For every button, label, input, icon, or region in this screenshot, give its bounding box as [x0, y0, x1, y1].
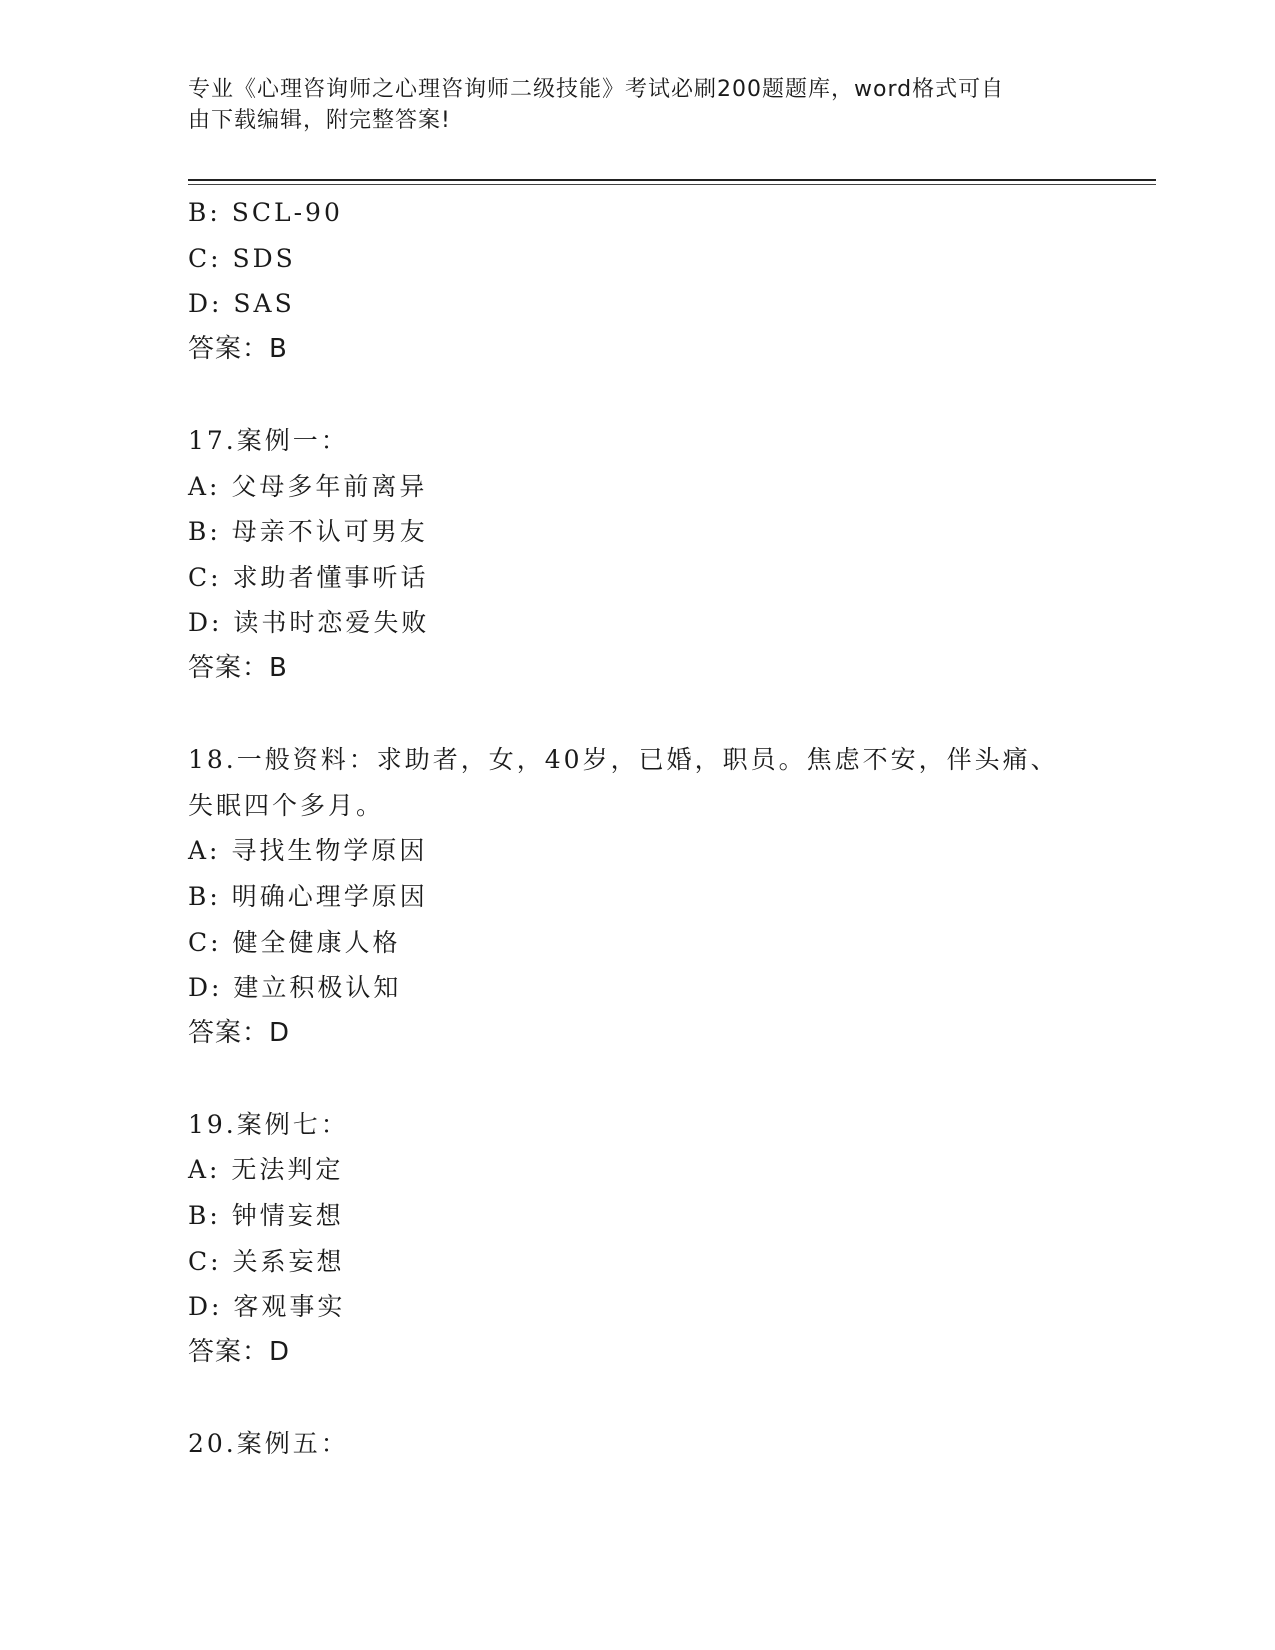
option-d: D: 客观事实 [188, 1292, 346, 1322]
option-b: B: 明确心理学原因 [188, 881, 428, 911]
question-18 [188, 737, 1108, 1056]
answer-line: 答案：D [188, 1017, 291, 1048]
option-b: B: 钟情妄想 [188, 1201, 344, 1231]
option-d: D: SAS [188, 289, 295, 319]
question-stem: 18.一般资料：求助者，女，40岁，已婚，职员。焦虑不安，伴头痛、 [188, 745, 1059, 775]
spacer [188, 692, 1108, 738]
answer-line: 答案：D [188, 1336, 291, 1367]
option-a: A: 寻找生物学原因 [188, 836, 428, 866]
question-20 [188, 1421, 1108, 1467]
spacer [188, 1056, 1108, 1102]
option-c: C: 求助者懂事听话 [188, 562, 429, 592]
option-c: C: SDS [188, 243, 296, 273]
option-a: A: 父母多年前离异 [188, 471, 428, 501]
option-c: C: 关系妄想 [188, 1246, 345, 1276]
question-stem: 19.案例七： [188, 1109, 349, 1139]
option-b: B: SCL-90 [188, 198, 343, 227]
question-stem: 17.案例一： [188, 425, 349, 455]
spacer [188, 372, 1108, 418]
option-d: D: 建立积极认知 [188, 973, 402, 1003]
answer-line: 答案：B [188, 333, 288, 364]
option-c: C: 健全健康人格 [188, 927, 401, 957]
question-16 [188, 190, 1108, 372]
header-line-1: 专业《心理咨询师之心理咨询师二级技能》考试必刷200题题库，word格式可自 [188, 77, 1005, 102]
question-stem: 20.案例五： [188, 1429, 349, 1459]
question-19 [188, 1102, 1108, 1376]
option-b: B: 母亲不认可男友 [188, 517, 428, 547]
header-line-2: 由下载编辑，附完整答案! [188, 108, 451, 133]
question-17 [188, 418, 1108, 692]
document-header [188, 74, 1088, 136]
option-a: A: 无法判定 [188, 1155, 344, 1185]
header-divider-thin [188, 184, 1156, 185]
question-list [188, 190, 1108, 1467]
option-d: D: 读书时恋爱失败 [188, 608, 430, 638]
question-stem-continued: 失眠四个多月。 [188, 790, 385, 820]
answer-line: 答案：B [188, 652, 288, 683]
header-divider-thick [188, 179, 1156, 181]
spacer [188, 1375, 1108, 1421]
